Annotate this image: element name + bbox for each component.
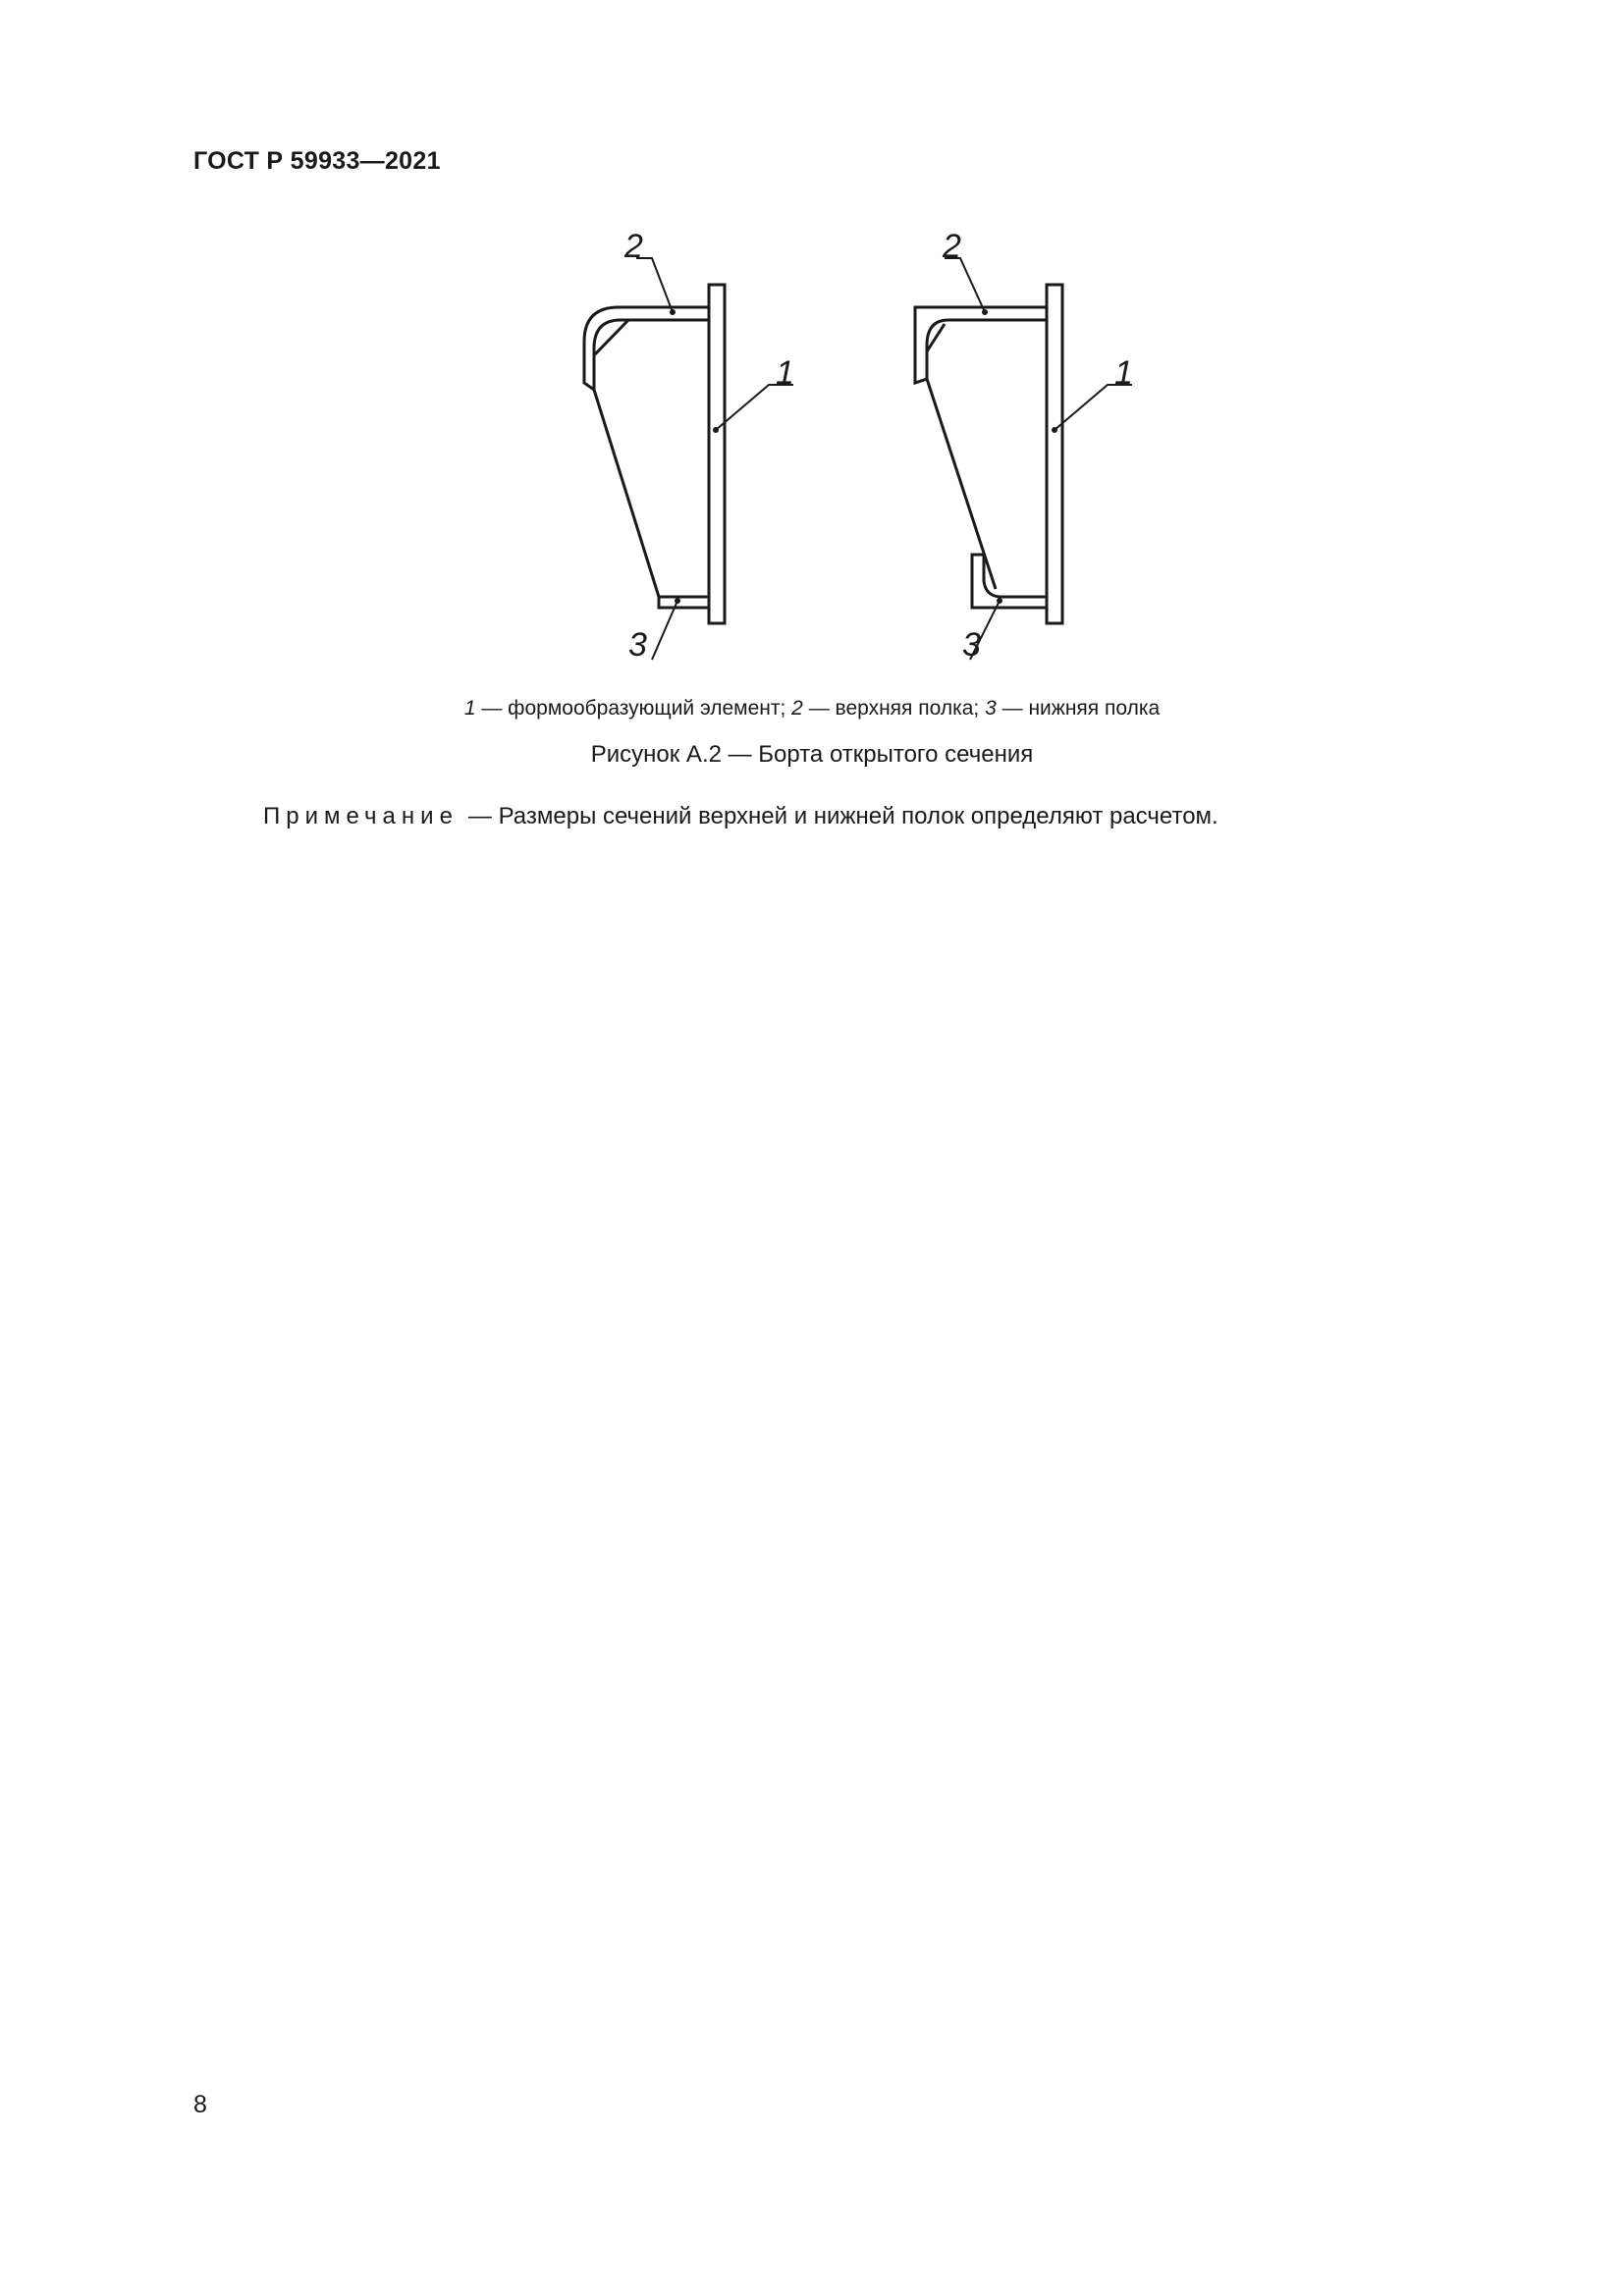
right-bottom-shelf xyxy=(972,555,1047,608)
left-top-shelf xyxy=(584,307,709,390)
figure-legend xyxy=(0,697,1624,721)
figure-a2-open-section-sides xyxy=(0,0,1624,687)
left-callout-1: 1 xyxy=(776,354,794,392)
document-code: ГОСТ Р 59933—2021 xyxy=(193,147,441,175)
right-callout-1: 1 xyxy=(1114,354,1133,392)
left-section-drawing xyxy=(584,285,725,623)
page-number: 8 xyxy=(193,2091,207,2118)
legend-num-1: 1 xyxy=(463,697,476,720)
left-bottom-shelf xyxy=(659,597,709,608)
note xyxy=(263,803,1218,830)
note-label: Примечание xyxy=(263,803,459,829)
right-forming-element xyxy=(1047,285,1062,623)
legend-num-3: 3 xyxy=(985,697,997,720)
legend-num-2: 2 xyxy=(791,697,803,720)
legend-text-1: — формообразующий элемент; xyxy=(475,697,792,720)
right-top-shelf xyxy=(915,307,1047,383)
left-stiffener xyxy=(594,320,628,355)
left-forming-element xyxy=(709,285,725,623)
legend-text-2: — верхняя полка; xyxy=(802,697,986,720)
legend-text-3: — нижняя полка xyxy=(996,697,1161,720)
left-callout-3: 3 xyxy=(628,626,647,664)
note-text: — Размеры сечений верхней и нижней полок определяют расчетом. xyxy=(467,803,1218,829)
left-callout-2: 2 xyxy=(624,228,643,265)
right-callout-3: 3 xyxy=(962,626,981,664)
right-section-drawing xyxy=(915,285,1062,623)
left-inclined-web xyxy=(594,390,659,597)
leader-lines xyxy=(636,258,1132,660)
right-callout-2: 2 xyxy=(943,228,961,265)
figure-caption: Рисунок А.2 — Борта открытого сечения xyxy=(590,741,1034,768)
